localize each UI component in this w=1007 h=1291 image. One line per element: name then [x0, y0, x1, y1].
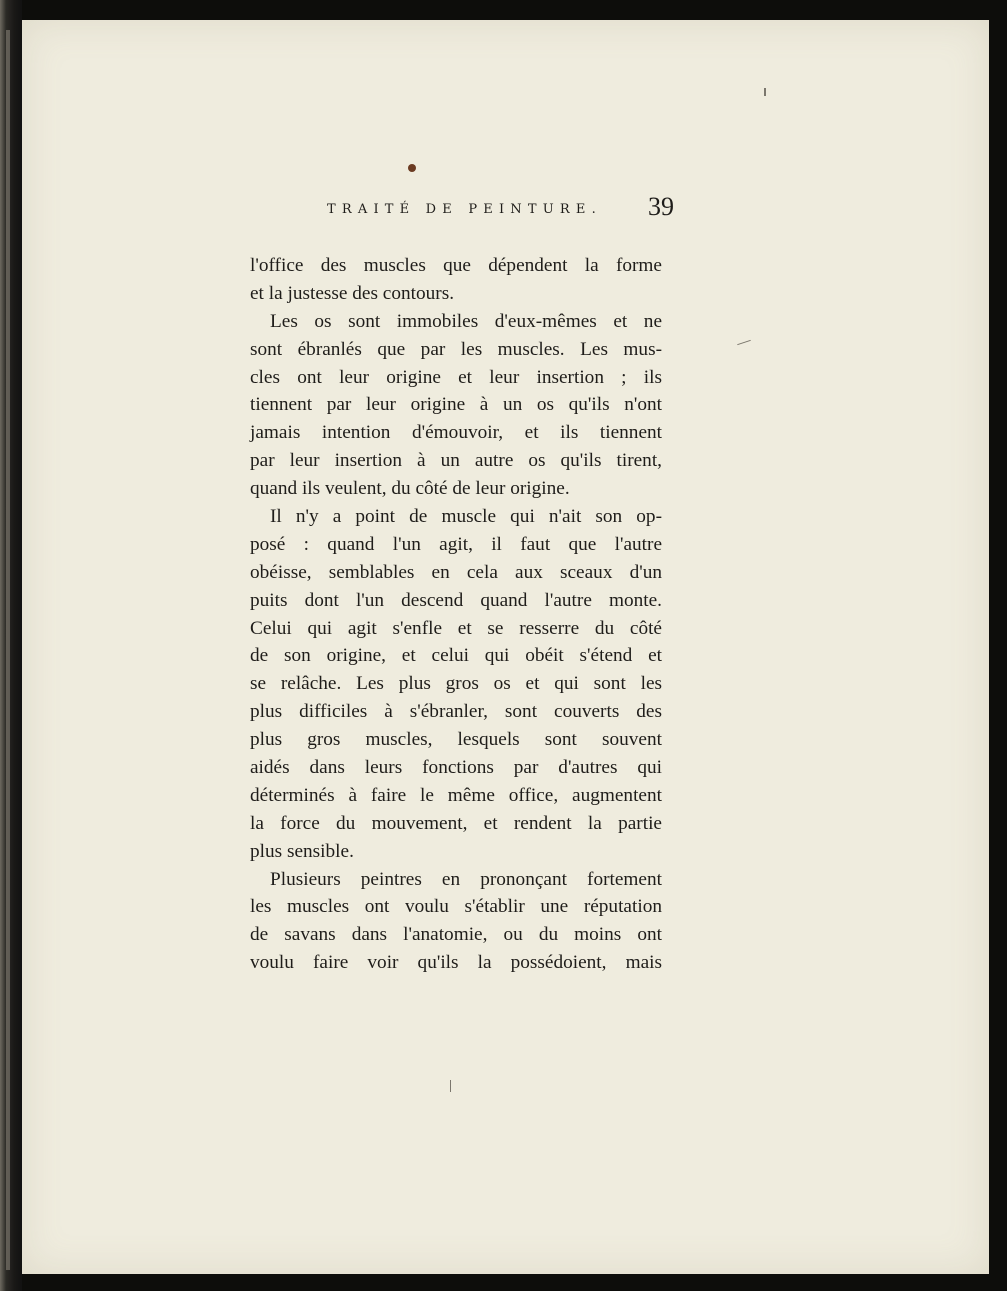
- body-text: [250, 252, 662, 977]
- paragraph: [250, 866, 662, 978]
- text-line: obéisse, semblables en cela aux sceaux d'un: [250, 561, 662, 583]
- text-line: l'office des muscles que dépendent la forme: [250, 255, 662, 276]
- text-line: jamais intention d'émouvoir, et ils tiennent: [250, 422, 662, 444]
- paragraph: [250, 252, 662, 308]
- text-line: se relâche. Les plus gros os et qui sont les: [250, 673, 662, 695]
- ink-spot: [408, 164, 416, 172]
- text-line: plus difficiles à s'ébranler, sont couverts des: [250, 701, 662, 723]
- text-line: et la justesse des contours.: [250, 282, 455, 304]
- text-line: Les os sont immobiles d'eux-mêmes et ne: [270, 310, 662, 332]
- paper-speck: [737, 340, 751, 345]
- paper-speck: [764, 88, 766, 96]
- text-line: déterminés à faire le même office, augmentent: [250, 784, 662, 806]
- book-page: [22, 20, 989, 1274]
- running-title: TRAITÉ DE PEINTURE.: [327, 202, 602, 217]
- text-line: plus sensible.: [250, 840, 354, 862]
- text-line: aidés dans leurs fonctions par d'autres qui: [250, 757, 662, 779]
- text-line: quand ils veulent, du côté de leur origine.: [250, 478, 570, 500]
- text-line: posé : quand l'un agit, il faut que l'autre: [250, 533, 662, 555]
- text-line: la force du mouvement, et rendent la partie: [250, 812, 662, 834]
- text-line: par leur insertion à un autre os qu'ils tirent,: [250, 450, 662, 472]
- paper-speck: [450, 1080, 451, 1092]
- text-line: Celui qui agit s'enfle et se resserre du côté: [250, 617, 662, 639]
- text-line: tiennent par leur origine à un os qu'ils n'ont: [250, 394, 662, 416]
- text-line: les muscles ont voulu s'établir une réputation: [250, 896, 662, 918]
- paragraph: [250, 503, 662, 866]
- text-line: plus gros muscles, lesquels sont souvent: [250, 729, 662, 751]
- text-line: voulu faire voir qu'ils la possédoient, mais: [250, 952, 662, 974]
- text-line: Plusieurs peintres en prononçant fortement: [270, 868, 662, 890]
- page-number: 39: [648, 192, 674, 221]
- previous-page-edge: [0, 0, 22, 1291]
- text-line: de savans dans l'anatomie, ou du moins ont: [250, 924, 662, 946]
- text-line: Il n'y a point de muscle qui n'ait son op-: [270, 506, 662, 528]
- paragraph: [250, 308, 662, 503]
- text-line: sont ébranlés que par les muscles. Les mus-: [250, 338, 662, 360]
- page-edge-strip: [6, 30, 10, 1270]
- text-line: cles ont leur origine et leur insertion ; ils: [250, 366, 662, 388]
- text-line: puits dont l'un descend quand l'autre monte.: [250, 589, 662, 611]
- running-header: [254, 192, 674, 232]
- text-line: de son origine, et celui qui obéit s'étend et: [250, 645, 662, 667]
